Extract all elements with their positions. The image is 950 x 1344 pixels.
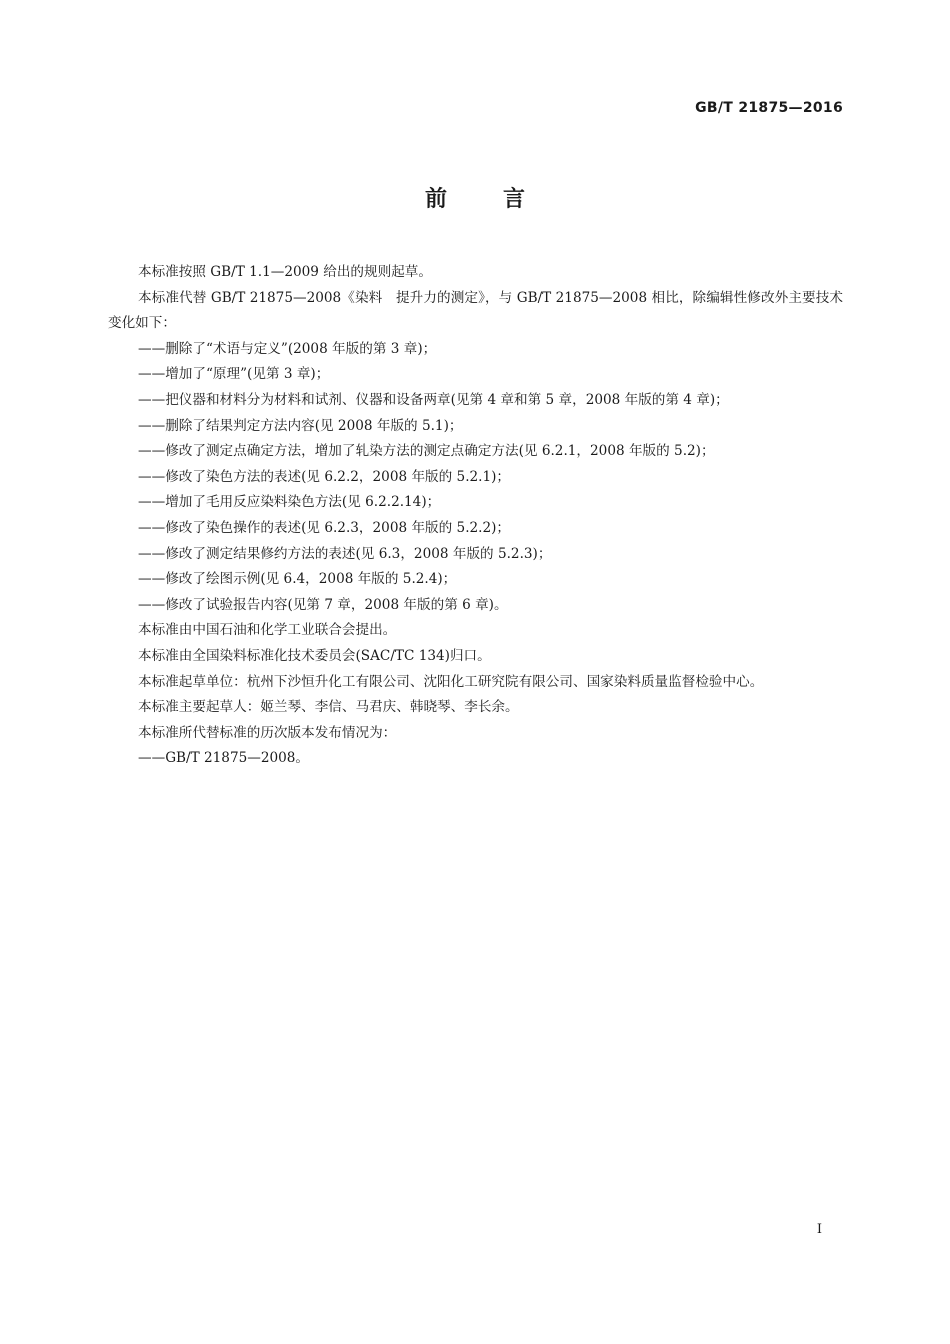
paragraph: 本标准代替 GB/T 21875—2008《染料 提升力的测定》，与 GB/T 21875—2008 相比，除编辑性修改外主要技术变化如下：	[108, 289, 843, 332]
change-item: ——增加了“原理”(见第 3 章)；	[138, 366, 330, 383]
change-item: ——修改了绘图示例(见 6.4，2008 年版的 5.2.4)；	[138, 571, 457, 588]
change-item: ——删除了“术语与定义”(2008 年版的第 3 章)；	[138, 340, 437, 357]
change-item: ——修改了测定结果修约方法的表述(见 6.3，2008 年版的 5.2.3)；	[138, 545, 552, 562]
change-item: ——删除了结果判定方法内容(见 2008 年版的 5.1)；	[138, 417, 463, 434]
change-item: ——修改了染色方法的表述(见 6.2.2，2008 年版的 5.2.1)；	[138, 468, 511, 485]
paragraph: 本标准主要起草人：姬兰琴、李信、马君庆、韩晓琴、李长余。	[138, 699, 519, 716]
change-item: ——增加了毛用反应染料染色方法(见 6.2.2.14)；	[138, 494, 441, 511]
paragraph: 本标准由全国染料标准化技术委员会(SAC/TC 134)归口。	[138, 647, 491, 664]
paragraph: 本标准按照 GB/T 1.1—2009 给出的规则起草。	[138, 264, 432, 280]
foreword-body	[108, 260, 843, 772]
page-title: 前言	[424, 187, 581, 212]
change-item: ——修改了测定点确定方法，增加了轧染方法的测定点确定方法(见 6.2.1，2008 年版的 5.2)；	[138, 443, 715, 460]
page-number: I	[816, 1222, 822, 1237]
change-item: ——修改了染色操作的表述(见 6.2.3，2008 年版的 5.2.2)；	[138, 519, 511, 536]
document-code: GB/T 21875—2016	[695, 100, 843, 116]
paragraph: 本标准由中国石油和化学工业联合会提出。	[138, 622, 397, 639]
paragraph: 本标准所代替标准的历次版本发布情况为：	[138, 724, 397, 741]
change-item: ——把仪器和材料分为材料和试剂、仪器和设备两章(见第 4 章和第 5 章，2008 年版的第 4 章)；	[138, 391, 729, 408]
paragraph: 本标准起草单位：杭州下沙恒升化工有限公司、沈阳化工研究院有限公司、国家染料质量监督检验中心。	[138, 673, 764, 690]
change-item: ——GB/T 21875—2008。	[138, 750, 310, 767]
change-item: ——修改了试验报告内容(见第 7 章，2008 年版的第 6 章)。	[138, 596, 508, 613]
